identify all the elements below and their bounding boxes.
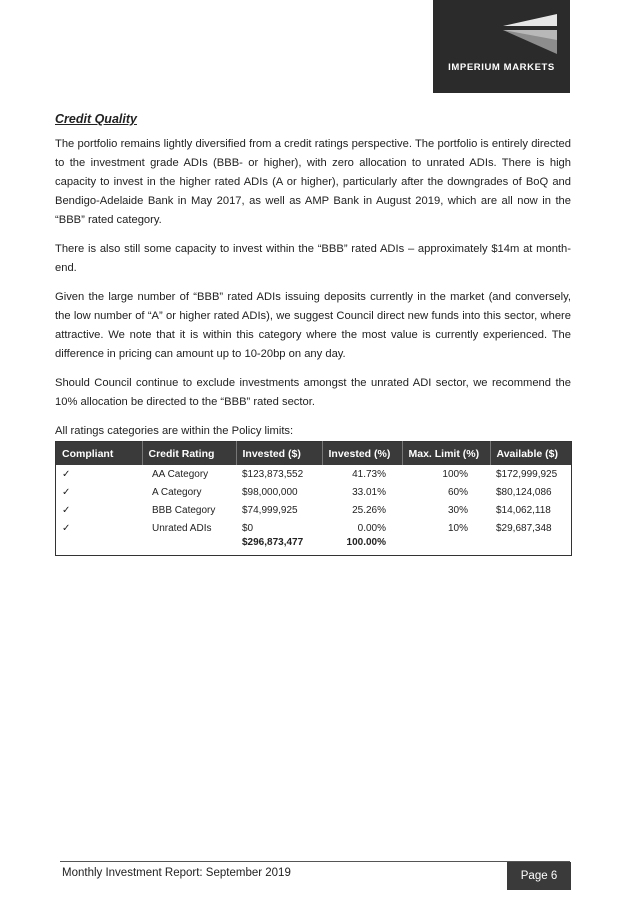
header-compliant: Compliant (56, 442, 143, 466)
available-cell: $172,999,925 (496, 468, 558, 480)
limit-cell: 10% (447, 522, 468, 534)
limit-cell: 30% (447, 504, 468, 516)
table-row (56, 519, 572, 537)
header-max-limit: Max. Limit (%) (402, 442, 490, 466)
checkmark-icon: ✓ (62, 468, 71, 480)
limit-cell: 60% (447, 486, 468, 498)
header-credit-rating: Credit Rating (142, 442, 236, 466)
header-invested-amount: Invested ($) (236, 442, 322, 466)
paragraph: Should Council continue to exclude investments amongst the unrated ADI sector, we recommend the 10% allocation be directed to the “BBB” rated sector. (55, 377, 571, 408)
imperium-markets-logo (433, 0, 570, 93)
total-invested-cell: $296,873,477 (242, 537, 304, 548)
checkmark-icon: ✓ (62, 504, 71, 516)
page-number-badge: Page 6 (507, 862, 571, 890)
document-body (55, 110, 571, 451)
available-cell: $14,062,118 (496, 504, 551, 516)
limit-cell: 100% (442, 468, 468, 480)
footer-divider (60, 861, 570, 862)
header-available: Available ($) (490, 442, 572, 466)
invested-cell: $0 (242, 522, 254, 534)
available-cell: $29,687,348 (496, 522, 552, 534)
invested-pct-cell: 41.73% (352, 468, 386, 480)
rating-cell: Unrated ADIs (152, 522, 212, 534)
invested-cell: $98,000,000 (242, 486, 298, 498)
rating-cell: BBB Category (152, 504, 216, 516)
rating-cell: AA Category (152, 468, 209, 480)
invested-cell: $123,873,552 (242, 468, 304, 480)
checkmark-icon: ✓ (62, 486, 71, 498)
available-cell: $80,124,086 (496, 486, 552, 498)
table-total-row (56, 537, 572, 556)
logo-text: IMPERIUM MARKETS (448, 62, 555, 73)
section-title: Credit Quality (55, 112, 137, 126)
credit-ratings-table (55, 441, 572, 556)
table-row (56, 483, 572, 501)
paragraph: There is also still some capacity to invest within the “BBB” rated ADIs – approximately $14m at month-end. (55, 243, 571, 274)
table-header-row (56, 442, 572, 466)
table-row (56, 501, 572, 519)
paragraph: All ratings categories are within the Policy limits: (55, 425, 294, 437)
invested-cell: $74,999,925 (242, 504, 298, 516)
invested-pct-cell: 33.01% (352, 486, 386, 498)
table-row (56, 465, 572, 483)
total-pct-cell: 100.00% (346, 537, 386, 548)
invested-pct-cell: 0.00% (357, 522, 386, 534)
paragraph: The portfolio remains lightly diversified from a credit ratings perspective. The portfolio is entirely directed to the investment grade ADIs (BBB- or higher), with zero allocation to unrated ADIs. There is high capacity to invest in the higher rated ADIs (A or higher), particularly after the downgrades of BoQ and Bendigo-Adelaide Bank in May 2017, as well as AMP Bank in August 2019, which are all now in the “BBB” rated category. (55, 138, 571, 226)
rating-cell: A Category (152, 486, 202, 498)
footer-report-title: Monthly Investment Report: September 2019 (62, 867, 291, 879)
paragraph: Given the large number of “BBB” rated ADIs issuing deposits currently in the market (and conversely, the low number of “A” or higher rated ADIs), we suggest Council direct new funds into this sector, where attractive. We note that it is within this category where the most value is currently experienced. The difference in pricing can amount up to 10-20bp on any day. (55, 291, 571, 360)
logo-mark-icon (433, 0, 570, 93)
invested-pct-cell: 25.26% (352, 504, 386, 516)
header-invested-percent: Invested (%) (322, 442, 402, 466)
checkmark-icon: ✓ (62, 522, 71, 534)
